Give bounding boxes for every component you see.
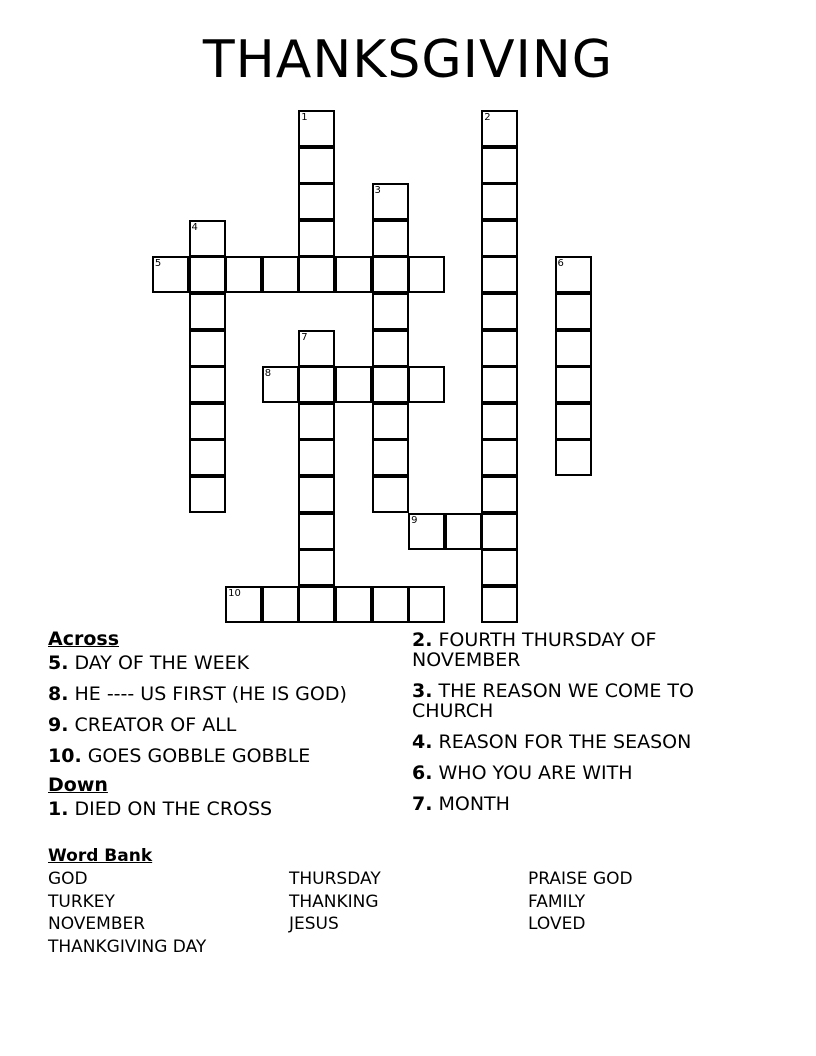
grid-cell[interactable] [555,366,592,403]
grid-cell[interactable] [372,220,409,257]
clue [48,681,398,707]
clue-text: THE REASON WE COME TO CHURCH [412,680,694,722]
puzzle-title: THANKSGIVING [202,30,614,90]
word-bank-item: TURKEY [48,891,115,912]
grid-cell[interactable] [481,476,518,513]
clue-number: 3. [412,680,433,702]
grid-cell[interactable] [408,366,445,403]
grid-cell[interactable] [481,183,518,220]
clue-number: 9. [48,714,69,736]
word-bank-item: JESUS [289,914,339,934]
grid-cell-number: 5 [154,258,162,270]
grid-cell[interactable] [481,586,518,623]
grid-cell[interactable] [372,330,409,367]
grid-cell[interactable] [372,403,409,440]
clue [412,794,742,814]
grid-cell[interactable] [298,183,335,220]
grid-cell-number: 3 [374,185,381,197]
grid-cell[interactable] [408,256,445,293]
clue [412,681,742,721]
grid-cell[interactable] [372,476,409,513]
grid-cell[interactable] [298,220,335,257]
grid-cell-number: 4 [191,221,198,233]
word-bank-item: PRAISE GOD [528,869,633,889]
grid-cell[interactable] [298,476,335,513]
grid-cell[interactable] [189,476,226,513]
clue [412,732,742,752]
grid-cell[interactable] [481,330,518,367]
grid-cell[interactable] [298,549,335,586]
grid-cell[interactable] [262,256,299,293]
clue [412,763,742,783]
grid-cell-number: 9 [411,514,418,526]
grid-cell[interactable] [189,366,226,403]
grid-cell[interactable] [298,586,335,623]
grid-cell[interactable] [372,366,409,403]
grid-cell[interactable] [298,147,335,184]
clue-text: MONTH [432,793,510,815]
grid-cell[interactable] [225,256,262,293]
clue-number: 7. [412,793,433,815]
clue-number: 4. [412,731,433,753]
grid-cell[interactable] [298,256,335,293]
word-bank-item: THANKING [289,891,379,912]
grid-cell[interactable] [298,439,335,476]
grid-cell[interactable] [372,586,409,623]
grid-cell[interactable] [481,513,518,550]
word-bank-title: Word Bank [48,846,153,866]
clue-number: 10. [48,745,82,767]
grid-cell[interactable] [262,586,299,623]
grid-cell[interactable] [189,293,226,330]
grid-cell-number: 10 [228,587,241,599]
grid-cell[interactable] [555,439,592,476]
grid-cell-number: 1 [301,112,308,123]
word-bank-item: GOD [48,869,88,889]
clue [48,743,398,769]
across-heading: Across [48,628,120,650]
clues-left-column [48,628,398,827]
grid-cell[interactable] [298,513,335,550]
grid-cell[interactable] [189,439,226,476]
grid-cell[interactable] [372,293,409,330]
grid-cell-number: 2 [484,112,491,123]
grid-cell[interactable] [335,366,372,403]
across-clue-list [48,650,398,769]
grid-cell-number: 7 [301,331,308,343]
clue [48,796,398,822]
clue-text: REASON FOR THE SEASON [432,731,692,753]
clue [412,630,742,670]
grid-cell[interactable] [481,256,518,293]
grid-cell[interactable] [335,586,372,623]
grid-cell[interactable] [481,549,518,586]
grid-cell[interactable] [481,147,518,184]
grid-cell[interactable] [555,403,592,440]
grid-cell-number: 8 [264,368,272,380]
grid-cell[interactable] [408,586,445,623]
clue-text: HE ---- US FIRST (HE IS GOD) [68,683,347,705]
grid-cell[interactable] [555,330,592,367]
clue-text: CREATOR OF ALL [68,714,237,736]
down-clue-list-left [48,796,398,822]
clue-number: 8. [48,683,69,705]
grid-cell[interactable] [298,403,335,440]
grid-cell[interactable] [481,366,518,403]
grid-cell-number: 6 [557,258,564,270]
down-heading: Down [48,774,108,796]
clue-number: 6. [412,762,433,784]
grid-cell[interactable] [445,513,482,550]
grid-cell[interactable] [555,293,592,330]
grid-cell[interactable] [298,366,335,403]
word-bank-column-1 [48,868,206,958]
clue-number: 5. [48,652,69,674]
grid-cell[interactable] [335,256,372,293]
grid-cell[interactable] [189,256,226,293]
word-bank-column-3 [528,868,633,936]
word-bank-item: THANKGIVING DAY [48,936,207,957]
grid-cell[interactable] [481,403,518,440]
down-clue-list-right [412,630,742,814]
word-bank-column-2 [289,868,381,936]
clue-number: 2. [412,629,433,651]
clue-text: DIED ON THE CROSS [68,798,273,820]
clue-text: GOES GOBBLE GOBBLE [81,745,311,767]
word-bank-item: LOVED [528,914,586,934]
clue-text: DAY OF THE WEEK [68,652,250,674]
clue [48,712,398,738]
grid-cell[interactable] [481,293,518,330]
clue [48,650,398,676]
grid-cell[interactable] [481,439,518,476]
word-bank-item: THURSDAY [289,869,381,889]
word-bank-item: NOVEMBER [48,914,146,934]
grid-cell[interactable] [372,256,409,293]
clue-number: 1. [48,798,69,820]
grid-cell[interactable] [481,220,518,257]
clue-text: WHO YOU ARE WITH [432,762,633,784]
grid-cell[interactable] [372,439,409,476]
grid-cell[interactable] [189,330,226,367]
word-bank-item: FAMILY [528,891,586,912]
clues-right-column [412,630,742,825]
grid-cell[interactable] [189,403,226,440]
clue-text: FOURTH THURSDAY OF NOVEMBER [412,629,657,671]
